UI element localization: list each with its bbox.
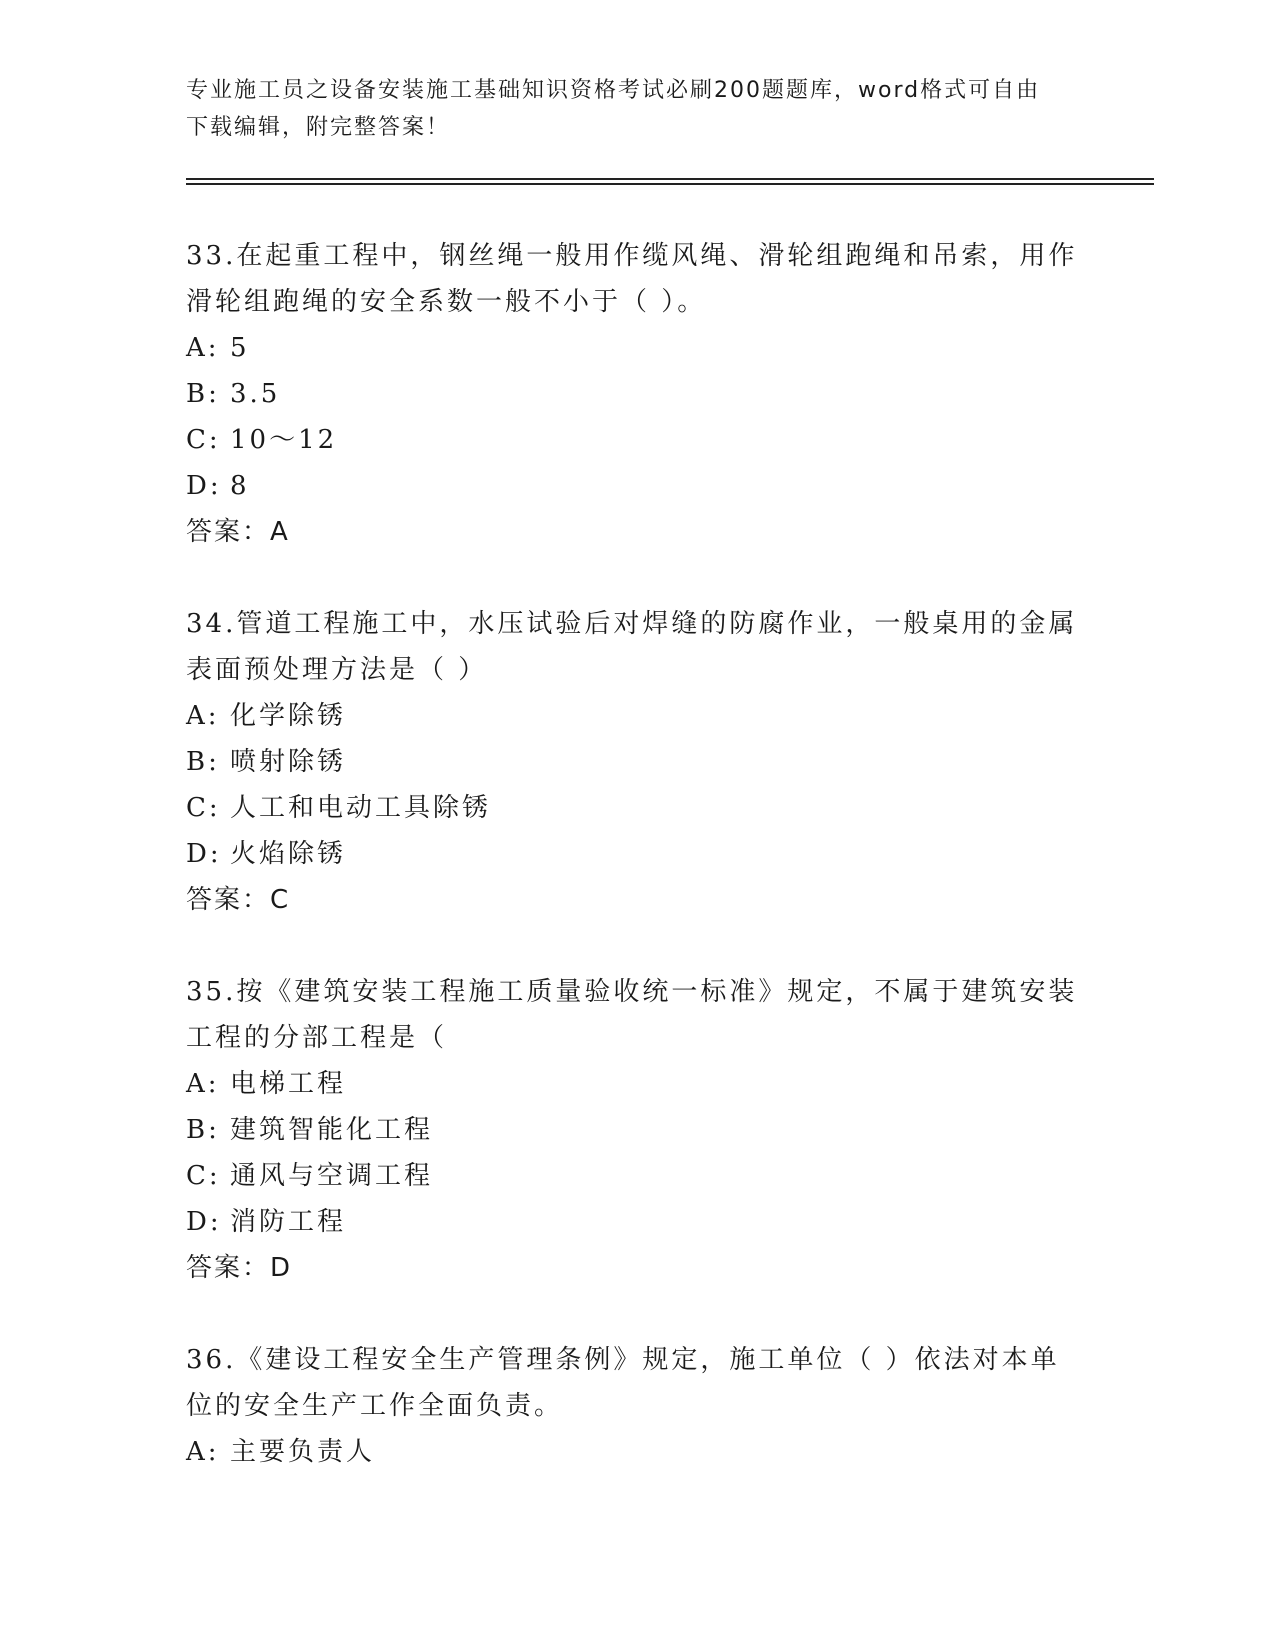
question-36: [186, 1337, 1086, 1475]
option-letter: C:: [186, 793, 221, 823]
question-spacer: [186, 555, 1086, 601]
question-35: [186, 969, 1086, 1291]
question-stem: [186, 1337, 1086, 1429]
question-stem-line-1: 34.管道工程施工中，水压试验后对焊缝的防腐作业，一般桌用的金属: [186, 609, 1078, 639]
option-a: [186, 1429, 1086, 1475]
option-letter: A:: [186, 1069, 220, 1099]
option-b: [186, 739, 1086, 785]
answer-line: 答案：A: [186, 517, 290, 547]
question-stem-line-1: 36.《建设工程安全生产管理条例》规定，施工单位（ ）依法对本单: [186, 1345, 1060, 1375]
question-list: [186, 233, 1086, 1475]
option-b: [186, 371, 1086, 417]
question-stem: [186, 601, 1086, 693]
option-letter: D:: [186, 1207, 222, 1237]
option-text: 主要负责人: [230, 1437, 376, 1467]
option-letter: D:: [186, 839, 222, 869]
option-letter: C:: [186, 1161, 221, 1191]
question-stem: [186, 969, 1086, 1061]
question-stem-line-2: 工程的分部工程是（: [186, 1023, 448, 1053]
question-stem-line-2: 滑轮组跑绳的安全系数一般不小于（ ）。: [186, 287, 707, 317]
option-text: 火焰除锈: [230, 839, 347, 869]
option-a: [186, 1061, 1086, 1107]
option-c: [186, 417, 1086, 463]
option-a: [186, 325, 1086, 371]
option-letter: C:: [186, 425, 221, 455]
header-divider-top: [186, 178, 1154, 180]
option-text: 化学除锈: [230, 701, 347, 731]
option-letter: A:: [186, 701, 220, 731]
option-d: [186, 463, 1086, 509]
option-text: 3.5: [230, 379, 281, 409]
question-33: [186, 233, 1086, 555]
question-stem: [186, 233, 1086, 325]
option-letter: B:: [186, 1115, 220, 1145]
option-letter: D:: [186, 471, 222, 501]
option-text: 喷射除锈: [230, 747, 347, 777]
option-text: 建筑智能化工程: [230, 1115, 434, 1145]
option-text: 人工和电动工具除锈: [230, 793, 492, 823]
question-34: [186, 601, 1086, 923]
option-letter: A:: [186, 1437, 220, 1467]
answer-line: 答案：D: [186, 1253, 293, 1283]
option-c: [186, 1153, 1086, 1199]
question-stem-line-1: 35.按《建筑安装工程施工质量验收统一标准》规定，不属于建筑安装: [186, 977, 1078, 1007]
question-spacer: [186, 923, 1086, 969]
option-text: 8: [230, 471, 250, 501]
option-letter: B:: [186, 747, 220, 777]
question-spacer: [186, 1291, 1086, 1337]
option-letter: B:: [186, 379, 220, 409]
option-text: 10～12: [230, 425, 338, 455]
option-text: 通风与空调工程: [230, 1161, 434, 1191]
answer-line: 答案：C: [186, 885, 291, 915]
question-stem-line-1: 33.在起重工程中，钢丝绳一般用作缆风绳、滑轮组跑绳和吊索，用作: [186, 241, 1078, 271]
document-header: [186, 72, 1066, 146]
option-d: [186, 831, 1086, 877]
option-text: 消防工程: [230, 1207, 347, 1237]
option-c: [186, 785, 1086, 831]
option-text: 5: [230, 333, 250, 363]
option-letter: A:: [186, 333, 220, 363]
option-a: [186, 693, 1086, 739]
option-b: [186, 1107, 1086, 1153]
question-stem-line-2: 表面预处理方法是（ ）: [186, 655, 488, 685]
option-d: [186, 1199, 1086, 1245]
header-title-line-2: 下载编辑，附完整答案！: [186, 115, 451, 140]
header-title-line-1: 专业施工员之设备安装施工基础知识资格考试必刷200题题库，word格式可自由: [186, 78, 1041, 103]
question-stem-line-2: 位的安全生产工作全面负责。: [186, 1391, 564, 1421]
option-text: 电梯工程: [230, 1069, 347, 1099]
header-divider-bottom: [186, 183, 1154, 185]
